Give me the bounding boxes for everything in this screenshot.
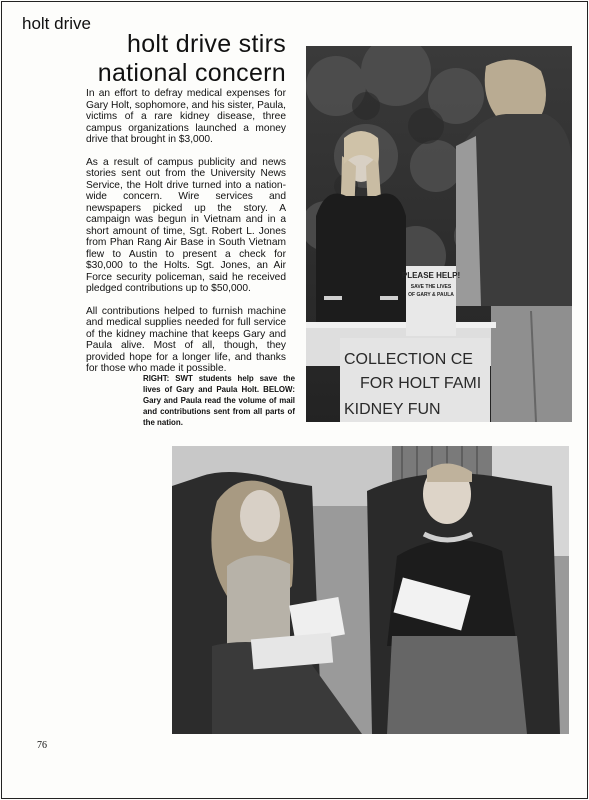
paragraph-2: As a result of campus publicity and news stories sent out from the University News Service, the Holt drive turned into a nation-wide concern. Wire services and newspapers picked up the story. A campaign was begun in Vietnam and in a short amount of time, Sgt. Robert L. Jones from Phan Rang Air Base in South Vietnam flew to Austin to present a check for $30,000 to the Holts. Sgt. Jones, an Air Force security policeman, said he received pledged contributions up to $50,000. [86,156,286,294]
banner-line-3: KIDNEY FUN [344,401,441,418]
paragraph-1: In an effort to defray medical expenses for Gary Holt, sophomore, and his sister, Paula, victims of a rare kidney disease, three campus organizations launched a money drive that brought in $3,000. [86,88,286,145]
photo-caption: RIGHT: SWT students help save the lives of Gary and Paula Holt. BELOW: Gary and Paula read the volume of mail and contributions sent from all parts of the nation. [143,374,295,427]
jar-sign-line-1: PLEASE HELP! [401,271,461,280]
paragraph-3: All contributions helped to furnish machine and medical supplies needed for full service of the kidney machine that keeps Gary and Paula alive. Most of all, though, they provided hope for a longer life, and thanks for those who made it possible. [86,305,286,374]
jar-sign-line-2: SAVE THE LIVES [410,284,452,290]
photo-collection-drive [306,46,572,422]
page-number: 76 [37,740,47,751]
headline [98,30,286,88]
photo-gary-and-paula [172,446,569,734]
banner-line-2: FOR HOLT FAMI [360,375,482,392]
section-tag: holt drive [22,14,91,33]
article-body [86,88,286,386]
headline-line-2: national concern [97,59,286,87]
banner-line-1: COLLECTION CE [344,351,473,368]
jar-sign-line-3: OF GARY & PAULA [408,292,454,298]
headline-line-1: holt drive stirs [126,30,286,58]
